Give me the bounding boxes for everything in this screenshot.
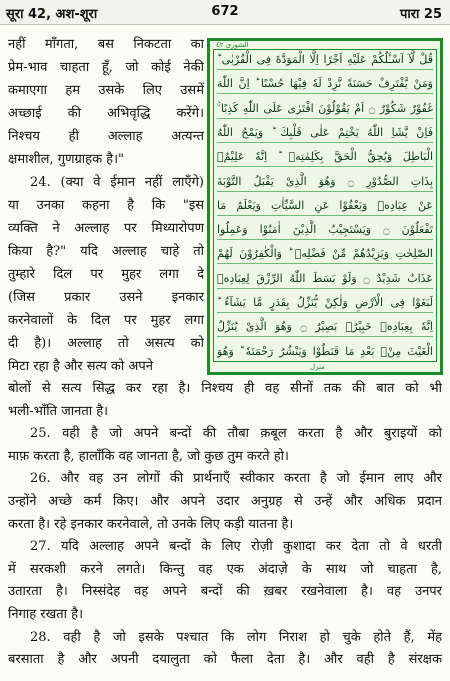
text-line: भली-भाँति जानता है। <box>8 403 109 419</box>
text-line: मिटा रहा है और सत्य को अपने <box>8 359 153 374</box>
text-line: माफ़ करता है, हालाँकि वह जानता है, जो कुछ तुम करते हो। <box>8 448 289 464</box>
para-label: पारा 25 <box>399 7 442 22</box>
text-line: दी है)। अल्लाह तो असत्य को <box>8 336 204 351</box>
page-number: 672 <box>211 4 239 19</box>
text-line: क्षमाशील, गुणग्राहक है।" <box>8 152 124 167</box>
arabic-verse-line: تَفْعَلُوْنَ ۝ وَيَسْتَجِيْبُ الَّذِيْنَ اٰمَنُوْا وَعَمِلُوا <box>217 220 433 240</box>
arabic-verse-line: لَبَغَوْا فِى الْاَرْضِ وَلٰكِنْ يُّنَزِّلُ بِقَدَرٍ مَّا يَشَآءُ ؕ <box>217 293 433 313</box>
arabic-verse-line: الصّٰلِحٰتِ وَيَزِيْدُهُمْ مِّنْ فَضْلِهٖ ؕ وَالْكٰفِرُوْنَ لَهُمْ <box>217 244 433 264</box>
arabic-verse-line: الْغَيْثَ مِنْۢ بَعْدِ مَا قَنَطُوْا وَيَنْشُرُ رَحْمَتَهٗ ؕ وَهُوَ <box>217 344 433 358</box>
arabic-verse-line: اِنَّهٗ بِعِبَادِهٖ خَبِيْرٌۢ بَصِيْرٌ ۝ وَهُوَ الَّذِىْ يُنَزِّلُ <box>217 317 433 337</box>
text-line: या उनका कहना है कि "इस <box>8 198 204 213</box>
arabic-verse-line: غَفُوْرٌ شَكُوْرٌ ۝ اَمْ يَقُوْلُوْنَ افْتَرٰى عَلَى اللّٰهِ كَذِبًا ۚ <box>217 99 433 119</box>
text-line: बरसाता है और अपनी दयालुता को फैला देता है। और वही है संरक्षक <box>8 652 442 668</box>
text-line: निश्चय ही अल्लाह अत्यन्त <box>8 129 204 144</box>
text-line: 24. (क्या वे ईमान नहीं लाएँगे) <box>30 175 204 190</box>
text-line: 28. वही है जो इसके पश्चात कि लोग निराश हो चुके होते हैं, मेंह <box>30 629 442 645</box>
arabic-verse-line: عَذَابٌ شَدِيْدٌ ۝ وَلَوْ بَسَطَ اللّٰهُ الرِّزْقَ لِعِبَادِهٖ <box>217 269 433 289</box>
arabic-verse-line: قُلْ لَّآ اَسْـَٔلُكُمْ عَلَيْهِ اَجْرًا اِلَّا الْمَوَدَّةَ فِى الْقُرْبٰى ؕ <box>217 50 433 70</box>
text-line: प्रेम-भाव चाहता हूँ, जो कोई नेकी <box>8 60 204 75</box>
text-line: 26. और वह उन लोगों की प्रार्थनाएँ स्वीकार करता है जो ईमान लाए और <box>30 471 442 487</box>
arabic-lines <box>213 49 437 362</box>
arabic-verse-line: بِذَاتِ الصُّدُوْرِ ۝ وَهُوَ الَّذِىْ يَقْبَلُ التَّوْبَةَ <box>217 172 433 192</box>
arabic-text-box <box>207 38 443 375</box>
text-line: (जिस प्रकार उसने इनकार <box>8 290 204 305</box>
arabic-box-bottom-label: منزل <box>310 363 325 371</box>
arabic-verse-line: الْبَاطِلَ وَيُحِقُّ الْحَقَّ بِكَلِمٰتِهٖ ؕ اِنَّهٗ عَلِيْمٌۢ <box>217 147 433 167</box>
text-line: 27. यदि अल्लाह अपने बन्दों के लिए रोज़ी कुशादा कर देता तो वे धरती <box>30 539 442 555</box>
text-line: तुम्हारे दिल पर मुहर लगा दे <box>8 267 204 282</box>
text-line: करनेवालों के दिल पर मुहर लगा <box>8 313 204 328</box>
text-line: बोलों से सत्य सिद्ध कर रहा है। निश्चय ही वह सीनों तक की बात को भी <box>8 381 442 396</box>
text-line: कमाएगा हम उसके लिए उसमें <box>8 83 204 98</box>
arabic-verse-line: عَنْ عِبَادِهٖ وَيَعْفُوْا عَنِ السَّيِّاٰتِ وَيَعْلَمُ مَا <box>217 196 433 216</box>
text-line: उतारता है। निस्संदेह वह अपने बन्दों की ख़बर रखनेवाला है। वह उनपर <box>8 584 442 600</box>
text-line: करता है। रहे इनकार करनेवाले, तो उनके लिए कड़ी यातना है। <box>8 516 294 532</box>
page-header <box>0 0 450 25</box>
surah-title: सूरा 42, अश-शूरा <box>6 7 98 22</box>
text-line: अच्छाई की अभिवृद्धि करेंगे। <box>8 106 204 121</box>
text-line: 25. वही है जो अपने बन्दों की तौबा क़बूल करता है और बुराइयों को <box>30 426 442 442</box>
arabic-box-top-label: الشورى ٤٢ <box>216 41 249 49</box>
text-line: निगाह रखता है। <box>8 607 83 622</box>
text-line: नहीं माँगता, बस निकटता का <box>8 37 204 52</box>
text-line: उन्होंने अच्छे कर्म किए। और अपने उदार अनुग्रह से उन्हें और अधिक प्रदान <box>8 494 442 509</box>
text-line: व्यक्ति ने अल्लाह पर मिथ्यारोपण <box>8 221 204 236</box>
text-line: किया है?" यदि अल्लाह चाहे तो <box>8 244 204 259</box>
arabic-verse-line: فَاِنْ يَّشَاِ اللّٰهُ يَخْتِمْ عَلٰى قَلْبِكَ ؕ وَيَمْحُ اللّٰهُ <box>217 123 433 143</box>
arabic-verse-line: وَمَنْ يَّقْتَرِفْ حَسَنَةً نَّزِدْ لَهٗ فِيْهَا حُسْنًا ؕ اِنَّ اللّٰهَ <box>217 74 433 94</box>
text-line: में सरकशी करने लगते। किन्तु वह एक अंदाज़े के साथ जो चाहता है, <box>8 561 442 577</box>
